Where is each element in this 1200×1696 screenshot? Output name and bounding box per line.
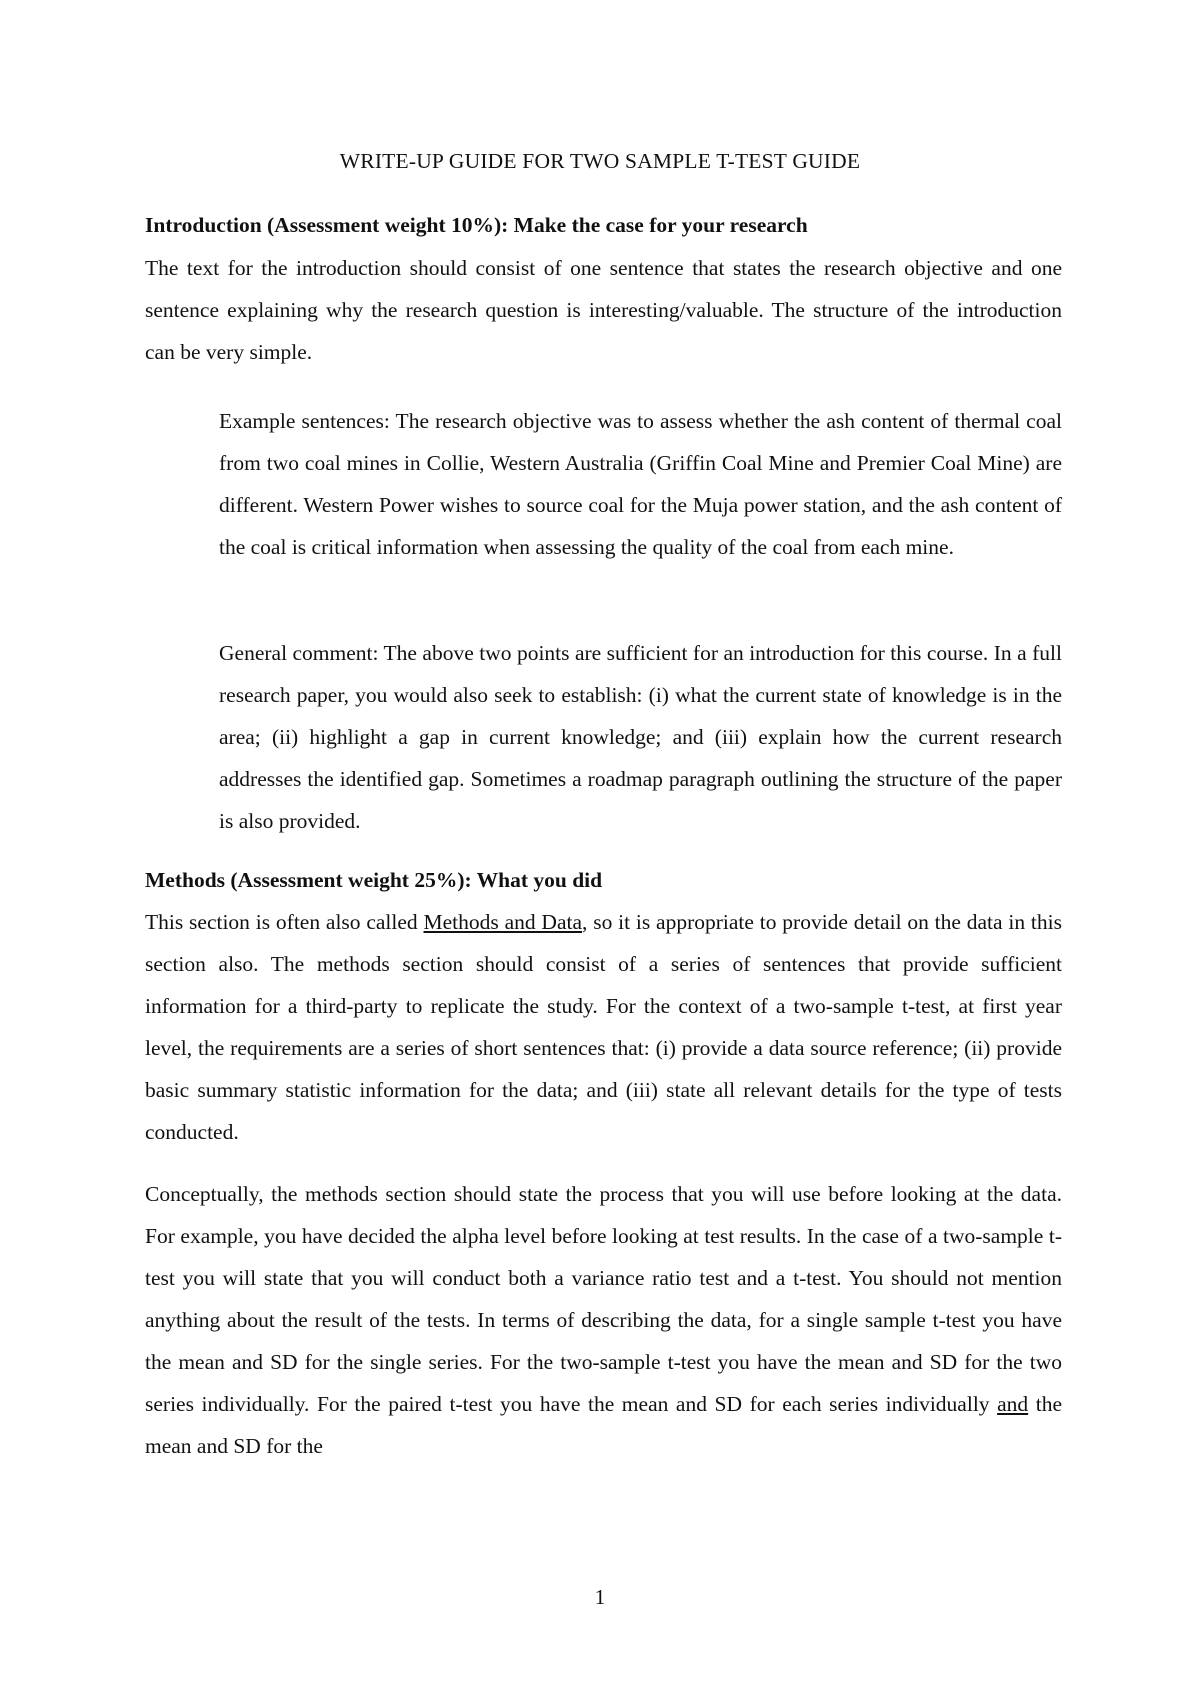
introduction-paragraph: The text for the introduction should consist of one sentence that states the research objective and one sentence explaining why the research question is interesting/valuable. The structure of the introduction can be very simple. [145, 256, 1062, 364]
methods-paragraph-1 [145, 901, 1062, 1153]
introduction-general-comment: General comment: The above two points are sufficient for an introduction for this course. In a full research paper, you would also seek to establish: (i) what the current state of knowledge is in the area; (ii) highlight a gap in current knowledge; and (iii) explain how the current research addresses the identified gap. Sometimes a roadmap paragraph outlining the structure of the paper is also provided. [219, 641, 1062, 833]
methods-p1-text-start: This section is often also called [145, 910, 424, 934]
and-underlined: and [997, 1392, 1029, 1416]
document-title: WRITE-UP GUIDE FOR TWO SAMPLE T-TEST GUIDE [339, 149, 861, 173]
methods-p1-text-end: , so it is appropriate to provide detail on the data in this section also. The methods section should consist of a series of sentences that provide sufficient information for a third-party to replicate the study. For the context of a two-sample t-test, at first year level, the requirements are a series of short sentences that: (i) provide a data source reference; (ii) provide basic summary statistic information for the data; and (iii) state all relevant details for the type of tests conducted. [145, 910, 1062, 1144]
methods-and-data-underlined: Methods and Data [423, 910, 583, 934]
methods-p2-text-end: the mean and SD for the [145, 1392, 1062, 1458]
introduction-heading: Introduction (Assessment weight 10%): Make the case for your research [145, 213, 808, 237]
methods-p2-text-start: Conceptually, the methods section should state the process that you will use before looking at the data. For example, you have decided the alpha level before looking at test results. In the case of a two-sample t-test you will state that you will conduct both a variance ratio test and a t-test. You should not mention anything about the result of the tests. In terms of describing the data, for a single sample t-test you have the mean and SD for the single series. For the two-sample t-test you have the mean and SD for the two series individually. For the paired t-test you have the mean and SD for each series individually [145, 1182, 1062, 1416]
methods-paragraph-2 [145, 1173, 1062, 1467]
page-number: 1 [594, 1585, 606, 1609]
introduction-example: Example sentences: The research objective was to assess whether the ash content of thermal coal from two coal mines in Collie, Western Australia (Griffin Coal Mine and Premier Coal Mine) are different. Western Power wishes to source coal for the Muja power station, and the ash content of the coal is critical information when assessing the quality of the coal from each mine. [219, 409, 1062, 559]
methods-heading: Methods (Assessment weight 25%): What you did [145, 868, 603, 892]
